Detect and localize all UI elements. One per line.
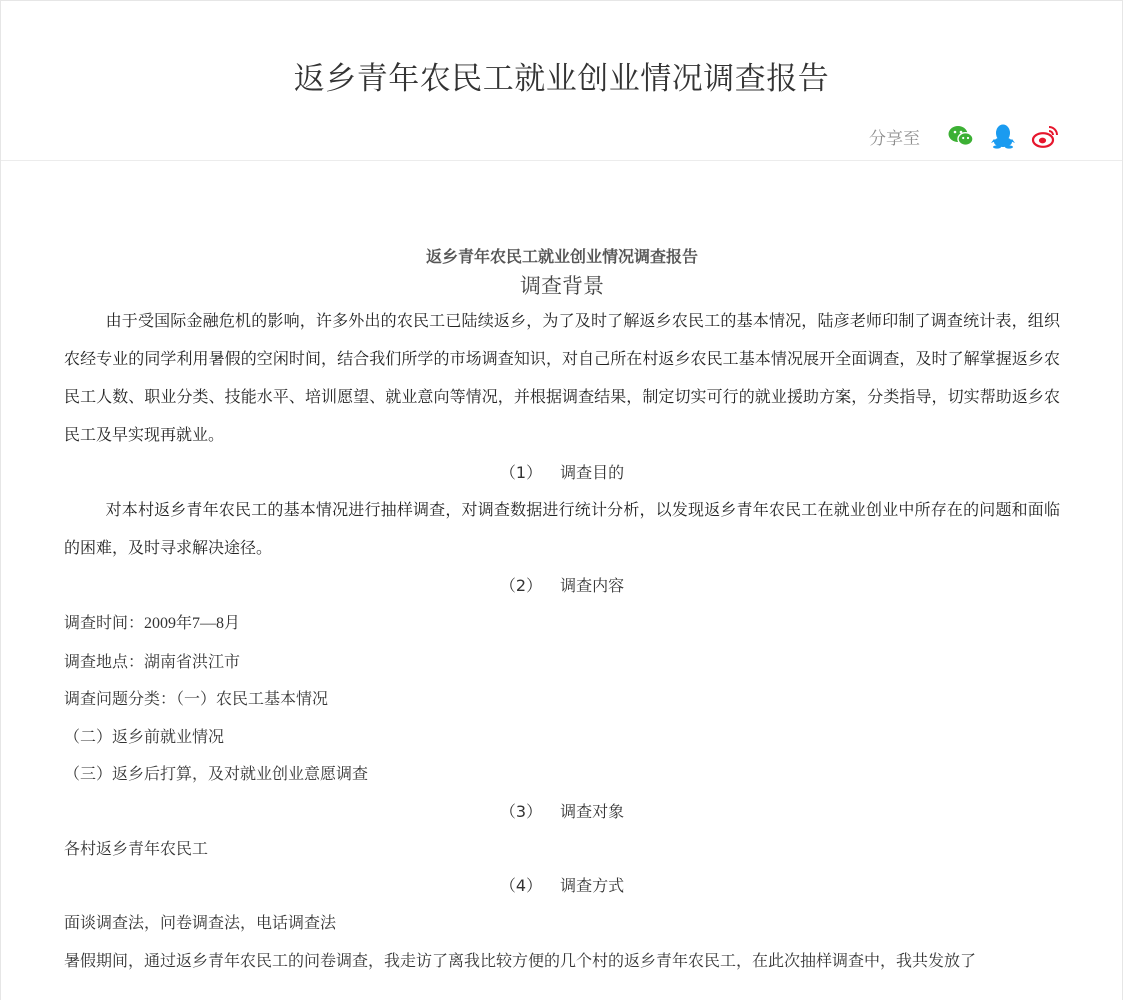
section-purpose-heading [64,454,1060,491]
survey-target-line: 各村返乡青年农民工 [64,838,209,858]
section-target-heading [64,793,1060,830]
section-content-heading [64,567,1060,604]
page-title: 返乡青年农民工就业创业情况调查报告 [293,61,830,97]
article-header [1,1,1122,161]
survey-time-line [64,604,1060,643]
section-label: 调查对象 [560,801,625,821]
survey-category-3: （三）返乡后打算，及对就业创业意愿调查 [64,764,369,783]
survey-place-line: 调查地点：湖南省洪江市 [64,651,241,671]
section-number: （3） [499,801,543,821]
wechat-icon[interactable] [946,121,976,151]
background-paragraph: 由于受国际金融危机的影响，许多外出的农民工已陆续返乡，为了及时了解返乡农民工的基本情况，陆彦老师印制了调查统计表，组织农经专业的同学利用暑假的空闲时间，结合我们所学的市场调查知识，对自己所在村返乡农民工基本情况展开全面调查，及时了解掌握返乡农民工人数、职业分类、技能水平、培训愿望、就业意向等情况，并根据调查结果，制定切实可行的就业援助方案，分类指导，切实帮助返乡农民工及早实现再就业。 [64,311,1060,444]
article-body [1,244,1122,979]
summer-paragraph: 暑假期间，通过返乡青年农民工的问卷调查，我走访了离我比较方便的几个村的返乡青年农民工，在此次抽样调查中，我共发放了 [64,950,977,970]
survey-time-value: 2009年7—8月 [144,615,241,632]
survey-time-label: 调查时间： [64,613,145,632]
section-label: 调查方式 [560,876,625,895]
purpose-paragraph: 对本村返乡青年农民工的基本情况进行抽样调查，对调查数据进行统计分析，以发现返乡青年农民工在就业创业中所存在的问题和面临的困难，及时寻求解决途径。 [64,500,1060,557]
section-label: 调查目的 [560,463,625,482]
document-title: 返乡青年农民工就业创业情况调查报告 [425,247,698,266]
section-number: （2） [499,576,543,595]
weibo-icon[interactable] [1030,121,1060,151]
qq-icon[interactable] [988,121,1018,151]
section-method-heading [64,867,1060,904]
section-number: （4） [499,876,543,895]
survey-category-line: 调查问题分类：（一）农民工基本情况 [64,689,329,708]
section-number: （1） [499,463,543,482]
share-bar [869,121,1060,151]
survey-category-2: （二）返乡前就业情况 [64,726,225,746]
background-heading: 调查背景 [520,274,604,298]
share-label: 分享至 [869,128,920,149]
survey-method-line: 面谈调查法，问卷调查法，电话调查法 [64,913,337,932]
section-label: 调查内容 [560,576,625,595]
